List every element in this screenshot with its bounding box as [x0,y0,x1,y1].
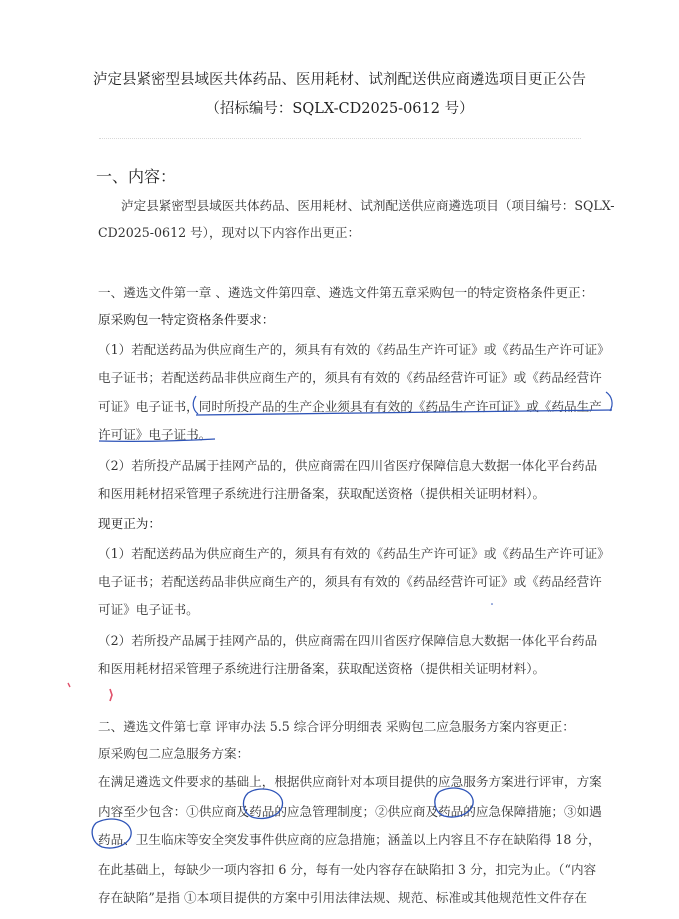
paragraph-line: 在满足遴选文件要求的基础上，根据供应商针对本项目提供的应急服务方案进行评审，方案 [98,774,602,789]
paragraph-line: （1）若配送药品为供应商生产的，须具有有效的《药品生产许可证》或《药品生产许可证》 [98,342,610,357]
paragraph-line: 和医用耗材招采管理子系统进行注册备案，获取配送资格（提供相关证明材料）。 [98,661,546,676]
paragraph-line: （2）若所投产品属于挂网产品的，供应商需在四川省医疗保障信息大数据一体化平台药品 [98,633,598,648]
divider [99,138,581,139]
underlined-line: 许可证》电子证书。 [98,427,212,442]
paragraph-fragment: 可证》电子证书， [98,399,199,414]
doc-subtitle: （招标编号：SQLX-CD2025-0612 号） [205,101,474,117]
section-heading: 一、内容： [96,167,177,186]
item2-heading: 二、遴选文件第七章 评审办法 5.5 综合评分明细表 采购包二应急服务方案内容更正： [98,719,575,734]
ink-mark [110,689,112,701]
item2-original-label: 原采购包二应急服务方案： [98,746,250,761]
paragraph-line: 在此基础上，每缺少一项内容扣 6 分，每有一处内容存在缺陷扣 3 分，扣完为止。（“内容 [98,862,597,877]
item1-original-label: 原采购包一特定资格条件要求： [98,312,275,327]
paragraph-line [98,396,602,415]
ink-dot [491,603,493,605]
paragraph-line: 可证》电子证书。 [98,602,199,617]
intro-line: CD2025-0612 号），现对以下内容作出更正： [98,225,361,240]
paragraph-line: 存在缺陷”是指 ①本项目提供的方案中引用法律法规、规范、标准或其他规范性文件存在 [98,890,588,905]
paragraph-line: 电子证书；若配送药品非供应商生产的，须具有有效的《药品经营许可证》或《药品经营许 [98,370,602,385]
paragraph-line: 和医用耗材招采管理子系统进行注册备案，获取配送资格（提供相关证明材料）。 [98,486,546,501]
ink-mark [68,683,70,687]
doc-title: 泸定县紧密型县域医共体药品、医用耗材、试剂配送供应商遴选项目更正公告 [93,72,586,88]
paragraph-line: 药品、卫生临床等安全突发事件供应商的应急措施；涵盖以上内容且不存在缺陷得 18 分， [98,832,601,847]
paragraph-line: 电子证书；若配送药品非供应商生产的，须具有有效的《药品经营许可证》或《药品经营许 [98,574,602,589]
intro-line: 泸定县紧密型县域医共体药品、医用耗材、试剂配送供应商遴选项目（项目编号：SQLX- [121,198,615,213]
bracket-mark [606,392,612,411]
paragraph-line: （2）若所投产品属于挂网产品的，供应商需在四川省医疗保障信息大数据一体化平台药品 [98,458,598,473]
paragraph-line: 内容至少包含：①供应商及药品的应急管理制度；②供应商及药品的应急保障措施；③如遇 [98,804,602,819]
item1-heading: 一、遴选文件第一章 、遴选文件第四章、遴选文件第五章采购包一的特定资格条件更正： [98,285,594,300]
item1-new-label: 现更正为： [98,516,161,531]
paragraph-line: （1）若配送药品为供应商生产的，须具有有效的《药品生产许可证》或《药品生产许可证》 [98,546,610,561]
underlined-fragment: 同时所投产品的生产企业须具有有效的《药品生产许可证》或《药品生产 [198,399,602,414]
